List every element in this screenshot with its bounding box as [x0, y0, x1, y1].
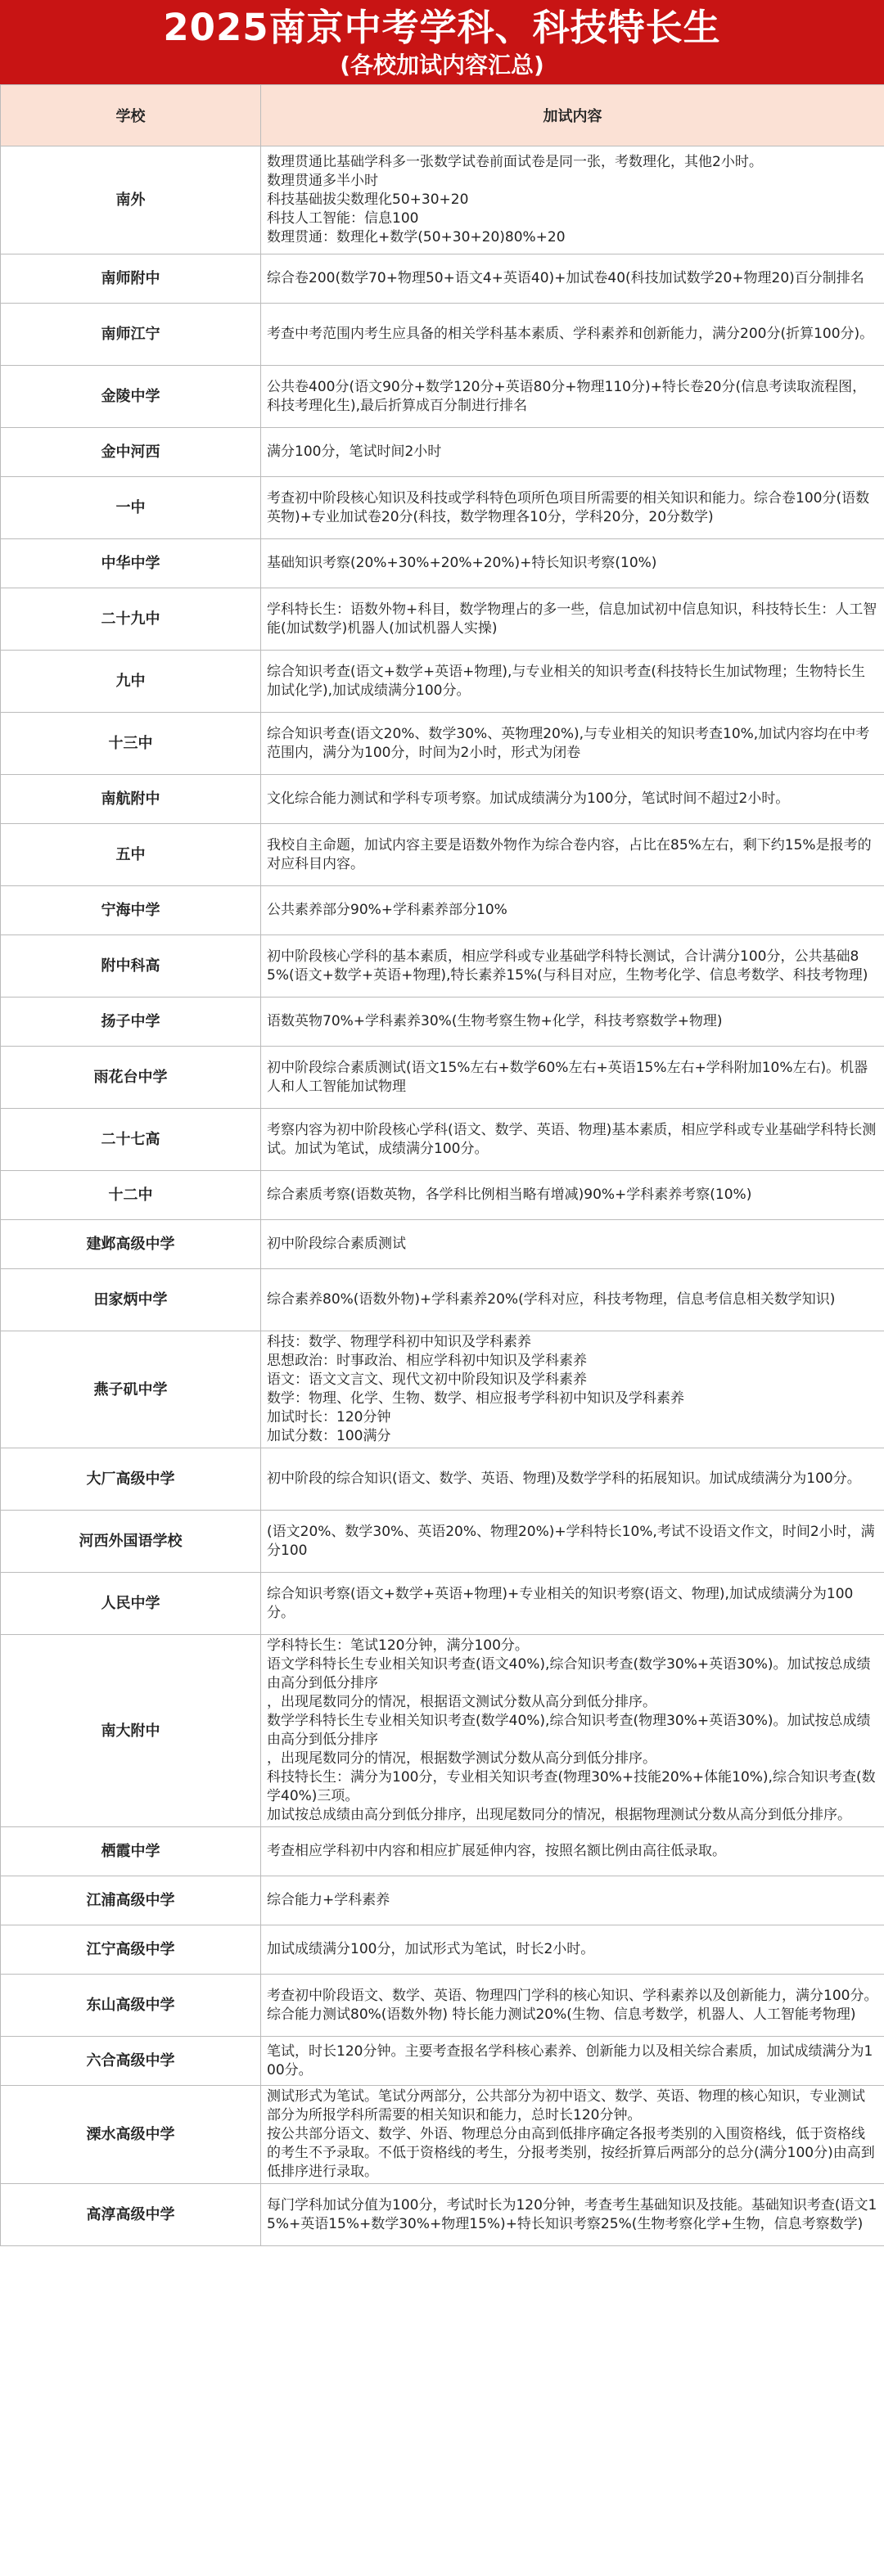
content-line: 语文学科特长生专业相关知识考查(语文40%),综合知识考查(数学30%+英语30%)。加试按总成绩由高分到低分排序: [267, 1656, 871, 1691]
school-name: 雨花台中学: [1, 1047, 261, 1109]
table-row: [1, 713, 884, 775]
table-row: [1, 539, 884, 588]
table-row: [1, 1827, 884, 1876]
table-row: [1, 775, 884, 824]
table-row: [1, 1511, 884, 1573]
content-line: 综合素养80%(语数外物)+学科素养20%(学科对应，科技考物理，信息考信息相关数学知识): [267, 1291, 836, 1308]
content-line: 语数英物70%+学科素养30%(生物考察生物+化学，科技考察数学+物理): [267, 1013, 723, 1029]
exam-content: [261, 304, 884, 366]
school-name: 五中: [1, 824, 261, 886]
table-row: [1, 1109, 884, 1171]
exam-content: [261, 1331, 884, 1448]
exam-content: [261, 588, 884, 651]
school-name: 溧水高级中学: [1, 2086, 261, 2184]
content-line: 综合素质考察(语数英物，各学科比例相当略有增减)90%+学科素养考察(10%): [267, 1187, 752, 1203]
table-row: [1, 2184, 884, 2246]
exam-content: [261, 2037, 884, 2086]
table-row: [1, 304, 884, 366]
content-line: 综合知识考察(语文+数学+英语+物理)+专业相关的知识考察(语文、物理),加试成绩满分为100分。: [267, 1585, 854, 1621]
table-row: [1, 886, 884, 935]
school-name: 南航附中: [1, 775, 261, 824]
exam-content: [261, 935, 884, 998]
content-line: 数学学科特长生专业相关知识考查(数学40%),综合知识考查(物理30%+英语30%)。加试按总成绩由高分到低分排序: [267, 1713, 871, 1748]
content-line: 初中阶段的综合知识(语文、数学、英语、物理)及数学学科的拓展知识。加试成绩满分为100分。: [267, 1470, 861, 1487]
table-row: [1, 428, 884, 477]
content-line: 考察内容为初中阶段核心学科(语文、数学、英语、物理)基本素质，相应学科或专业基础学科特长测试。加试为笔试，成绩满分100分。: [267, 1121, 877, 1157]
exam-content: [261, 1269, 884, 1331]
exam-content: [261, 1047, 884, 1109]
column-header-content: 加试内容: [261, 85, 884, 146]
table-row: [1, 935, 884, 998]
content-line: ，出现尾数同分的情况，根据语文测试分数从高分到低分排序。: [267, 1694, 656, 1710]
content-line: 加试时长：120分钟: [267, 1409, 391, 1425]
content-line: 科技基础拔尖数理化50+30+20: [267, 191, 469, 208]
exam-content: [261, 366, 884, 428]
table-header-row: [1, 85, 884, 146]
content-line: 学科特长生：笔试120分钟，满分100分。: [267, 1637, 529, 1654]
content-line: (语文20%、数学30%、英语20%、物理20%)+学科特长10%,考试不设语文作文，时间2小时，满分100: [267, 1523, 875, 1559]
exam-content: [261, 1827, 884, 1876]
column-header-school: 学校: [1, 85, 261, 146]
exam-content: [261, 1573, 884, 1635]
table-row: [1, 1047, 884, 1109]
content-line: 综合知识考查(语文20%、数学30%、英物理20%),与专业相关的知识考查10%,加试内容均在中考范围内，满分为100分，时间为2小时，形式为闭卷: [267, 725, 870, 761]
exam-content: [261, 1925, 884, 1975]
exam-content: [261, 1975, 884, 2037]
school-name: 大厂高级中学: [1, 1448, 261, 1511]
school-name: 高淳高级中学: [1, 2184, 261, 2246]
table-row: [1, 1269, 884, 1331]
exam-content: [261, 1220, 884, 1269]
table-row: [1, 477, 884, 539]
page-header: [0, 0, 884, 84]
content-line: 考查初中阶段语文、数学、英语、物理四门学科的核心知识、学科素养以及创新能力，满分100分。综合能力测试80%(语数外物) 特长能力测试20%(生物、信息考数学，机器人、人工智能考物理): [267, 1987, 878, 2023]
content-line: 综合能力+学科素养: [267, 1892, 390, 1908]
page-title: 2025南京中考学科、科技特长生: [163, 6, 721, 49]
table-body: [1, 146, 884, 2246]
table-row: [1, 1573, 884, 1635]
school-name: 十二中: [1, 1171, 261, 1220]
school-name: 二十九中: [1, 588, 261, 651]
page-subtitle: (各校加试内容汇总): [340, 52, 544, 79]
content-line: 考查相应学科初中内容和相应扩展延伸内容，按照名额比例由高往低录取。: [267, 1843, 726, 1859]
table-row: [1, 1331, 884, 1448]
exam-content: [261, 998, 884, 1047]
exam-content: [261, 2086, 884, 2184]
table-row: [1, 1220, 884, 1269]
exam-content: [261, 1635, 884, 1827]
exam-content: [261, 428, 884, 477]
school-name: 二十七高: [1, 1109, 261, 1171]
table-row: [1, 651, 884, 713]
table-row: [1, 1975, 884, 2037]
table-row: [1, 1448, 884, 1511]
table-row: [1, 146, 884, 254]
content-line: 学科特长生：语数外物+科目，数学物理占的多一些，信息加试初中信息知识，科技特长生：人工智能(加试数学)机器人(加试机器人实操): [267, 601, 877, 637]
exam-content: [261, 539, 884, 588]
table-row: [1, 824, 884, 886]
school-name: 九中: [1, 651, 261, 713]
exam-content: [261, 713, 884, 775]
exam-content: [261, 1448, 884, 1511]
content-line: 加试成绩满分100分，加试形式为笔试，时长2小时。: [267, 1941, 595, 1957]
content-line: 文化综合能力测试和学科专项考察。加试成绩满分为100分，笔试时间不超过2小时。: [267, 790, 790, 807]
table-row: [1, 1171, 884, 1220]
exam-content: [261, 477, 884, 539]
exam-content: [261, 1876, 884, 1925]
content-line: 数理贯通多半小时: [267, 173, 378, 189]
content-line: 科技特长生：满分为100分，专业相关知识考查(物理30%+技能20%+体能10%),综合知识考查(数学40%)三项。: [267, 1769, 876, 1804]
content-line: 科技人工智能：信息100: [267, 210, 419, 227]
school-name: 河西外国语学校: [1, 1511, 261, 1573]
table-row: [1, 588, 884, 651]
school-name: 东山高级中学: [1, 1975, 261, 2037]
table-row: [1, 1925, 884, 1975]
content-line: 综合知识考查(语文+数学+英语+物理),与专业相关的知识考查(科技特长生加试物理；生物特长生加试化学),加试成绩满分100分。: [267, 663, 866, 699]
exam-content: [261, 651, 884, 713]
content-line: ，出现尾数同分的情况，根据数学测试分数从高分到低分排序。: [267, 1750, 656, 1767]
school-name: 十三中: [1, 713, 261, 775]
content-line: 考查中考范围内考生应具备的相关学科基本素质、学科素养和创新能力，满分200分(折算100分)。: [267, 326, 874, 342]
school-name: 附中科高: [1, 935, 261, 998]
content-line: 公共素养部分90%+学科素养部分10%: [267, 902, 507, 918]
table-row: [1, 1635, 884, 1827]
exam-content: [261, 775, 884, 824]
content-line: 综合卷200(数学70+物理50+语文4+英语40)+加试卷40(科技加试数学20+物理20)百分制排名: [267, 270, 864, 286]
school-name: 人民中学: [1, 1573, 261, 1635]
exam-content: [261, 1171, 884, 1220]
exam-content: [261, 1109, 884, 1171]
table-row: [1, 366, 884, 428]
school-name: 金陵中学: [1, 366, 261, 428]
content-line: 加试分数：100满分: [267, 1428, 391, 1444]
school-name: 江浦高级中学: [1, 1876, 261, 1925]
school-name: 南师附中: [1, 254, 261, 304]
content-line: 基础知识考察(20%+30%+20%+20%)+特长知识考察(10%): [267, 555, 657, 571]
content-line: 加试按总成绩由高分到低分排序，出现尾数同分的情况，根据物理测试分数从高分到低分排序。: [267, 1807, 851, 1823]
exam-content: [261, 254, 884, 304]
content-line: 笔试，时长120分钟。主要考查报名学科核心素养、创新能力以及相关综合素质，加试成绩满分为100分。: [267, 2042, 873, 2078]
exam-content-table: [0, 84, 884, 2246]
school-name: 南外: [1, 146, 261, 254]
table-row: [1, 998, 884, 1047]
content-line: 数理贯通：数理化+数学(50+30+20)80%+20: [267, 229, 566, 245]
content-line: 初中阶段综合素质测试(语文15%左右+数学60%左右+英语15%左右+学科附加10%左右)。机器人和人工智能加试物理: [267, 1059, 868, 1095]
content-line: 公共卷400分(语文90分+数学120分+英语80分+物理110分)+特长卷20分(信息考读取流程图，科技考理化生),最后折算成百分制进行排名: [267, 378, 867, 414]
table-row: [1, 1876, 884, 1925]
content-line: 语文：语文文言文、现代文初中阶段知识及学科素养: [267, 1371, 587, 1388]
content-line: 数学：物理、化学、生物、数学、相应报考学科初中知识及学科素养: [267, 1390, 684, 1407]
school-name: 南大附中: [1, 1635, 261, 1827]
content-line: 数理贯通比基础学科多一张数学试卷前面试卷是同一张，考数理化，其他2小时。: [267, 154, 763, 170]
exam-content: [261, 886, 884, 935]
exam-content: [261, 1511, 884, 1573]
school-name: 金中河西: [1, 428, 261, 477]
content-line: 测试形式为笔试。笔试分两部分，公共部分为初中语文、数学、英语、物理的核心知识，专业测试部分为所报学科所需要的相关知识和能力，总时长120分钟。: [267, 2088, 865, 2123]
content-line: 考查初中阶段核心知识及科技或学科特色项所色项目所需要的相关知识和能力。综合卷100分(语数英物)+专业加试卷20分(科技，数学物理各10分，学科20分，20分数学): [267, 489, 870, 525]
content-line: 我校自主命题，加试内容主要是语数外物作为综合卷内容，占比在85%左右，剩下约15%是报考的对应科目内容。: [267, 836, 872, 872]
content-line: 每门学科加试分值为100分，考试时长为120分钟，考查考生基础知识及技能。基础知识考查(语文15%+英语15%+数学30%+物理15%)+特长知识考察25%(生物考察化学+生物，信息考察数学): [267, 2196, 877, 2232]
school-name: 六合高级中学: [1, 2037, 261, 2086]
table-row: [1, 2037, 884, 2086]
content-line: 满分100分，笔试时间2小时: [267, 444, 442, 460]
exam-content: [261, 2184, 884, 2246]
school-name: 一中: [1, 477, 261, 539]
school-name: 中华中学: [1, 539, 261, 588]
school-name: 江宁高级中学: [1, 1925, 261, 1975]
school-name: 田家炳中学: [1, 1269, 261, 1331]
school-name: 栖霞中学: [1, 1827, 261, 1876]
content-line: 思想政治：时事政治、相应学科初中知识及学科素养: [267, 1353, 587, 1369]
content-line: 初中阶段核心学科的基本素质，相应学科或专业基础学科特长测试，合计满分100分，公共基础85%(语文+数学+英语+物理),特长素养15%(与科目对应，生物考化学、信息考数学、科技考物理): [267, 948, 868, 984]
school-name: 扬子中学: [1, 998, 261, 1047]
exam-content: [261, 146, 884, 254]
content-line: 科技：数学、物理学科初中知识及学科素养: [267, 1334, 531, 1350]
school-name: 燕子矶中学: [1, 1331, 261, 1448]
content-line: 初中阶段综合素质测试: [267, 1236, 406, 1252]
table-row: [1, 2086, 884, 2184]
table-row: [1, 254, 884, 304]
content-line: 按公共部分语文、数学、外语、物理总分由高到低排序确定各报考类别的入围资格线，低于资格线的考生不予录取。不低于资格线的考生，分报考类别，按经折算后两部分的总分(满分100分)由高到低排序进行录取。: [267, 2126, 875, 2180]
school-name: 宁海中学: [1, 886, 261, 935]
school-name: 南师江宁: [1, 304, 261, 366]
exam-content: [261, 824, 884, 886]
school-name: 建邺高级中学: [1, 1220, 261, 1269]
